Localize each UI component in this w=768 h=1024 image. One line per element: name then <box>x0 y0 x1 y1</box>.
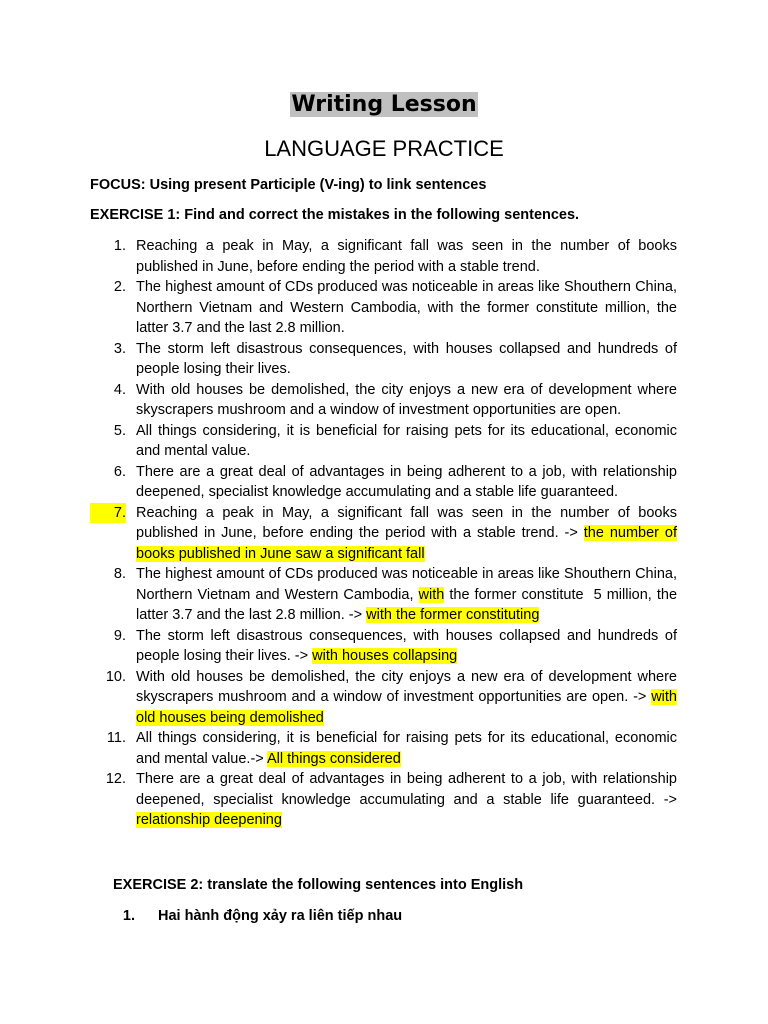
item-number: 1. <box>113 238 126 254</box>
item-text: All things considering, it is beneficial for raising pets for its educational, economic and mental value. <box>136 422 677 459</box>
item-number: 12. <box>105 771 126 787</box>
word-highlight: with <box>418 586 445 603</box>
answer-highlight: with old houses being demolished <box>136 689 677 726</box>
list-item <box>90 462 677 503</box>
item-text: Reaching a peak in May, a significant fall was seen in the number of books published in June, before ending the period with a stable trend. <box>136 238 677 275</box>
answer-highlight: relationship deepening <box>136 812 282 828</box>
item-text: With old houses be demolished, the city enjoys a new era of development where skyscrapers mushroom and a window of investment opportunities are open. -> <box>136 668 677 705</box>
item-text: The highest amount of CDs produced was noticeable in areas like Shouthern China, Northern Vietnam and Western Cambodia, with the former constitute million, the latter 3.7 and the last 2.8 million. <box>136 279 677 336</box>
exercise1-list <box>90 236 682 831</box>
item-number: 4. <box>113 381 126 398</box>
list-item <box>90 277 677 339</box>
item-text: the former constitute 5 million, the latter 3.7 and the last 2.8 million. -> <box>136 586 682 623</box>
item-text: The highest amount of CDs produced was noticeable in areas like Shouthern China, Northern Vietnam and Western Cambodia, <box>136 566 677 603</box>
item-text: Reaching a peak in May, a significant fall was seen in the number of books published in June, before ending the period with a stable trend. -> <box>136 504 677 541</box>
exercise2-item <box>113 906 402 926</box>
list-item <box>90 626 677 667</box>
lesson-title-text: Writing Lesson <box>291 92 477 117</box>
item-text: All things considering, it is beneficial for raising pets for its educational, economic and mental value.-> <box>136 730 677 767</box>
exercise1-heading: EXERCISE 1: Find and correct the mistakes in the following sentences. <box>90 207 580 223</box>
list-item <box>90 380 677 421</box>
list-item <box>90 421 677 462</box>
answer-highlight: All things considered <box>267 750 401 767</box>
item-number: 9. <box>113 627 126 644</box>
list-item <box>90 564 682 626</box>
item-number: 10. <box>105 668 126 685</box>
list-item <box>90 236 677 277</box>
lesson-subtitle: LANGUAGE PRACTICE <box>264 136 504 161</box>
exercise2-heading: EXERCISE 2: translate the following sentences into English <box>113 877 524 893</box>
item-text: There are a great deal of advantages in being adherent to a job, with relationship deepened, specialist knowledge accumulating and a stable life guaranteed. <box>136 463 677 500</box>
list-item <box>90 339 677 380</box>
focus-line: FOCUS: Using present Participle (V-ing) to link sentences <box>90 177 487 193</box>
item-number: 6. <box>113 463 126 480</box>
lesson-title <box>0 90 768 120</box>
answer-highlight: the number of books published in June saw a significant fall <box>136 525 677 562</box>
item-number: 3. <box>113 340 126 357</box>
item-number: 1. <box>122 908 135 924</box>
answer-highlight: with houses collapsing <box>312 648 458 664</box>
list-item <box>90 503 677 565</box>
item-text: The storm left disastrous consequences, with houses collapsed and hundreds of people losing their lives. <box>136 340 677 377</box>
answer-highlight: with the former constituting <box>366 607 540 623</box>
item-number: 8. <box>113 566 126 582</box>
item-text: Hai hành động xảy ra liên tiếp nhau <box>158 908 403 924</box>
item-text: The storm left disastrous consequences, with houses collapsed and hundreds of people losing their lives. -> <box>136 627 677 664</box>
item-text: There are a great deal of advantages in being adherent to a job, with relationship deepened, specialist knowledge accumulating and a stable life guaranteed. -> <box>136 771 677 808</box>
item-number: 11. <box>106 730 126 746</box>
item-number: 2. <box>113 279 126 295</box>
list-item <box>90 769 677 831</box>
item-text: With old houses be demolished, the city enjoys a new era of development where skyscrapers mushroom and a window of investment opportunities are open. <box>136 381 677 418</box>
list-item <box>90 728 677 769</box>
item-number: 5. <box>113 422 126 439</box>
list-item <box>90 667 677 729</box>
item-number-highlighted: 7. <box>90 503 126 524</box>
